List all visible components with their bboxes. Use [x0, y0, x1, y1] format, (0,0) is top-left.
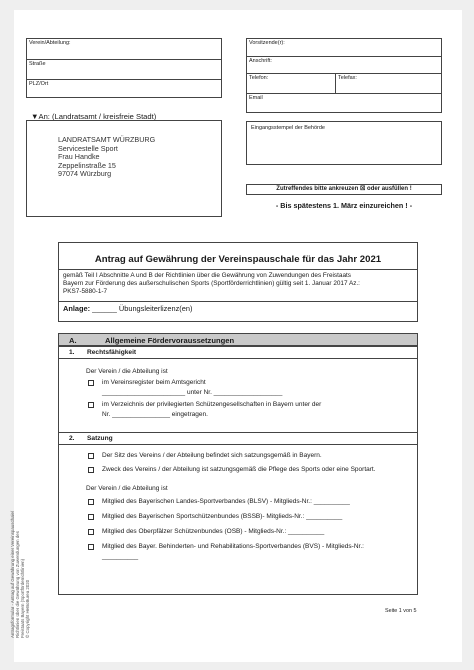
bvs-fill[interactable]: __________	[102, 553, 139, 560]
deadline-text: - Bis spätestens 1. März einzureichen ! -	[275, 201, 413, 210]
application-title: Antrag auf Gewährung der Vereinspauschale für das Jahr 2021	[94, 254, 382, 265]
zweck-label: Zweck des Vereins / der Abteilung ist satzungsgemäß die Pflege des Sports oder eine Sportart.	[102, 466, 376, 473]
section-a-header	[58, 333, 418, 346]
side-note	[10, 511, 30, 638]
plz-label: PLZ/Ort	[29, 81, 49, 87]
subsection-1-num: 1.	[69, 349, 75, 356]
intro-line-2: Bayern zur Förderung des außerschulischen Sports (Sportförderrichtlinien) gültig seit 1. Januar 2017 Az.:	[63, 280, 360, 288]
schuetzen-fill[interactable]: Nr. ________________ eingetragen.	[102, 411, 208, 418]
section-a-title: Allgemeine Fördervoraussetzungen	[105, 336, 235, 345]
subsection-1-header	[58, 346, 418, 359]
application-box	[58, 242, 418, 322]
schuetzen-label: im Verzeichnis der privilegierten Schützengesellschaften in Bayern unter der	[102, 401, 322, 408]
telefax-label: Telefax:	[338, 75, 357, 81]
anlage-row[interactable]	[63, 304, 192, 313]
page-number: Seite 1 von 5	[385, 608, 417, 614]
subsection-2-header	[58, 432, 418, 445]
strasse-field[interactable]	[27, 59, 221, 79]
stamp-label: Eingangsstempel der Behörde	[251, 125, 325, 131]
recipient-box	[26, 120, 222, 217]
recipient-line-5: 97074 Würzburg	[58, 169, 112, 179]
anlage-label: Anlage:	[63, 304, 91, 313]
mitglied-lead: Der Verein / die Abteilung ist	[86, 485, 168, 492]
intro-line-3: PKS7-5880-1-7	[63, 288, 108, 296]
rechtsfaehigkeit-lead: Der Verein / die Abteilung ist	[86, 368, 168, 375]
chair-box	[246, 38, 442, 113]
sitz-checkbox[interactable]	[88, 453, 94, 459]
side-line-4: © Copyright HeBoBurea 2020	[25, 579, 30, 638]
bvs-label: Mitglied des Bayer. Behinderten- und Rehabilitations-Sportverbandes (BVS) - Mitglieds-Nr.:	[102, 543, 364, 550]
strasse-label: Straße	[29, 61, 46, 67]
form-page	[10, 10, 462, 662]
instruction-note	[246, 184, 442, 195]
vereinsregister-fill[interactable]: _______________________ unter Nr. ___________________	[102, 389, 283, 396]
vereinsregister-label: im Vereinsregister beim Amtsgericht	[102, 379, 206, 386]
section-a-letter: A.	[69, 336, 77, 345]
recipient-address	[58, 136, 155, 179]
blsv-label: Mitglied des Bayerischen Landes-Sportverbandes (BLSV) - Mitglieds-Nr.: __________	[102, 498, 350, 505]
vorsitzender-label: Vorsitzende(r):	[249, 40, 285, 46]
application-intro	[63, 272, 415, 297]
anlage-value: ______ Übungsleiterlizenz(en)	[92, 304, 193, 313]
schuetzen-checkbox[interactable]	[88, 402, 94, 408]
telefon-row[interactable]	[247, 73, 441, 93]
sitz-label: Der Sitz des Vereins / der Abteilung befindet sich satzungsgemäß in Bayern.	[102, 452, 322, 459]
stamp-box	[246, 121, 442, 165]
blsv-checkbox[interactable]	[88, 499, 94, 505]
anschrift-field[interactable]	[247, 56, 441, 73]
recipient-line-3: Frau Handke	[58, 152, 100, 162]
side-line-2: Richtlinien über die Gewährung von Zuwendungen des	[15, 531, 20, 638]
instruction-text: Zutreffendes bitte ankreuzen ☒ oder ausfüllen !	[276, 186, 412, 192]
zweck-checkbox[interactable]	[88, 467, 94, 473]
verein-label: Verein/Abteilung:	[29, 40, 71, 46]
subsection-1-title: Rechtsfähigkeit	[87, 349, 137, 356]
plz-field[interactable]	[27, 79, 221, 98]
side-line-3: Freistaats Bayern (Sportförderrichtlinien)	[20, 558, 25, 638]
vereinsregister-checkbox[interactable]	[88, 380, 94, 386]
intro-line-1: gemäß Teil I Abschnitte A und B der Richtlinien über die Gewährung von Zuwendungen des Freistaats	[63, 272, 351, 279]
recipient-line-2: Servicestelle Sport	[58, 143, 118, 153]
bssb-checkbox[interactable]	[88, 514, 94, 520]
recipient-heading: ▼An: (Landratsamt / kreisfreie Stadt)	[31, 112, 157, 121]
bvs-checkbox[interactable]	[88, 544, 94, 550]
section-a	[58, 333, 418, 595]
osb-checkbox[interactable]	[88, 529, 94, 535]
subsection-2-title: Satzung	[87, 435, 113, 442]
email-field[interactable]	[247, 93, 441, 113]
email-label: Email	[249, 95, 263, 101]
recipient-line-1: LANDRATSAMT WÜRZBURG	[58, 135, 156, 144]
sender-box	[26, 38, 222, 98]
subsection-2-num: 2.	[69, 435, 75, 442]
recipient-line-4: Zeppelinstraße 15	[58, 160, 116, 170]
telefon-label: Telefon:	[249, 75, 269, 81]
osb-label: Mitglied des Oberpfälzer Schützenbundes (OSB) - Mitglieds-Nr.: __________	[102, 528, 325, 535]
bssb-label: Mitglied des Bayerischen Sportschützenbundes (BSSB)- Mitglieds-Nr.: __________	[102, 513, 343, 520]
anschrift-label: Anschrift:	[249, 58, 272, 64]
side-line-1: Antragsformular - Antrag auf Gewährung einer Vereinspauschale/	[10, 510, 15, 638]
